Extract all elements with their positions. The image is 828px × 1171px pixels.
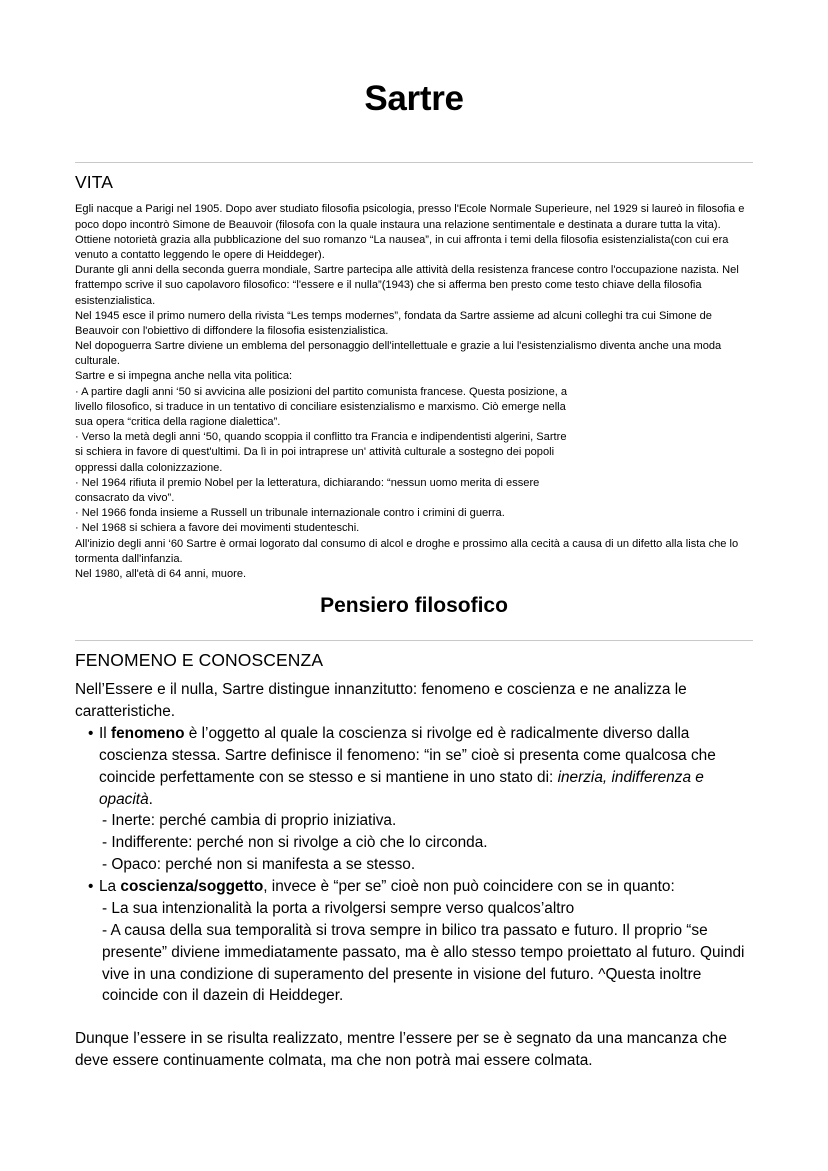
text-lead: Il xyxy=(99,724,111,742)
text-tail: . xyxy=(148,790,153,808)
list-item: · Nel 1964 rifiuta il premio Nobel per la letteratura, dichiarando: “nessun uomo merita di essere consacrato da vivo”. xyxy=(75,476,540,504)
sub-list-item: - Opaco: perché non si manifesta a se stesso. xyxy=(102,856,416,874)
paragraph: Nel 1945 esce il primo numero della rivista “Les temps modernes”, fondata da Sartre assieme ad alcuni colleghi tra cui Simone de Beauvoir con l'obiettivo di diffondere la filosofia esistenzialistica. xyxy=(75,309,712,337)
list-item-text xyxy=(99,876,753,898)
paragraph: Sartre e si impegna anche nella vita politica: xyxy=(75,370,293,383)
italic-term-qualities: inerzia, indifferenza e opacità xyxy=(99,768,704,808)
paragraph: Egli nacque a Parigi nel 1905. Dopo aver studiato filosofia psicologia, presso l'Ecole Normale Superieure, nel 1929 si laureò in filosofia e poco dopo incontrò Simone de Beauvoir (filosofa con la quale instaura una relazione sentimentale e destinata a durare tutta la vita). xyxy=(75,203,745,231)
list-item-fenomeno xyxy=(75,723,753,811)
section-heading-fenomeno: FENOMENO E CONOSCENZA xyxy=(75,650,324,671)
bold-term-coscienza: coscienza/soggetto xyxy=(120,878,264,895)
sub-list-item: - Inerte: perché cambia di proprio iniziativa. xyxy=(102,812,397,830)
list-item-text xyxy=(99,723,753,811)
text-lead: La xyxy=(99,878,121,895)
page-title: Sartre xyxy=(364,79,464,118)
sub-list-item: - La sua intenzionalità la porta a rivolgersi sempre verso qualcos’altro xyxy=(102,899,575,917)
list-item: · Verso la metà degli anni ‘50, quando scoppia il conflitto tra Francia e indipendentisti algerini, Sartre si schiera in favore di quest'ultimi. Da lì in poi intraprese un' attività culturale a sostegno dei popoli oppressi dalla colonizzazione. xyxy=(75,431,567,474)
list-item-coscienza xyxy=(75,876,753,898)
bullet-icon: • xyxy=(88,878,94,895)
section-body-vita xyxy=(75,193,753,582)
list-item: · A partire dagli anni ‘50 si avvicina alle posizioni del partito comunista francese. Questa posizione, a livello filosofico, si traduce in un tentativo di conciliare esistenzialismo e marxismo. Ciò emerge nella sua opera “critica della ragione dialettica”. xyxy=(75,385,568,428)
text-body: , invece è “per se” cioè non può coincidere con se in quanto: xyxy=(263,878,675,895)
bullet-icon: • xyxy=(88,724,94,742)
sub-list-item: - A causa della sua temporalità si trova sempre in bilico tra passato e futuro. Il proprio “se presente” diviene immediatamente passato, ma è allo stesso tempo proiettato al futuro. Quindi vive in una condizione di superamento del presente in visione del futuro. ^Questa inoltre coincide con il dazein di Heiddeger. xyxy=(102,921,745,1005)
subtitle-pensiero-filosofico: Pensiero filosofico xyxy=(320,594,508,618)
section-body-fenomeno xyxy=(75,672,753,1072)
paragraph: Durante gli anni della seconda guerra mondiale, Sartre partecipa alle attività della resistenza francese contro l'occupazione nazista. Nel frattempo scrive il suo capolavoro filosofico: “l'essere e il nulla”(1943) che si afferma ben presto come testo chiave della filosofia esistenzialistica. xyxy=(75,264,739,307)
text-body: è l’oggetto al quale la coscienza si rivolge ed è radicalmente diverso dalla coscienza stessa. Sartre definisce il fenomeno: “in se” cioè si presenta come qualcosa che coincide perfettamente con se stesso e si mantiene in uno stato di: xyxy=(99,724,716,786)
section-heading-vita: VITA xyxy=(75,171,113,192)
paragraph: Nel dopoguerra Sartre diviene un emblema del personaggio dell'intellettuale e grazie a lui l'esistenzialismo diventa anche una moda culturale. xyxy=(75,340,722,368)
bold-term-fenomeno: fenomeno xyxy=(110,724,185,742)
list-item: · Nel 1968 si schiera a favore dei movimenti studenteschi. xyxy=(75,522,360,535)
paragraph: All'inizio degli anni ‘60 Sartre è ormai logorato dal consumo di alcol e droghe e prossimo alla cecità a causa di un difetto alla lista che lo tormenta dall'infanzia. xyxy=(75,537,739,565)
sub-list-item: - Indifferente: perché non si rivolge a ciò che lo circonda. xyxy=(102,834,488,852)
list-item: · Nel 1966 fonda insieme a Russell un tribunale internazionale contro i crimini di guerra. xyxy=(75,507,505,520)
paragraph-intro: Nell’Essere e il nulla, Sartre distingue innanzitutto: fenomeno e coscienza e ne analizza le caratteristiche. xyxy=(75,681,687,720)
paragraph: Nel 1980, all'età di 64 anni, muore. xyxy=(75,567,247,580)
paragraph-conclusion: Dunque l’essere in se risulta realizzato, mentre l’essere per se è segnato da una mancanza che deve essere continuamente colmata, ma che non potrà mai essere colmata. xyxy=(75,1030,727,1070)
paragraph: Ottiene notorietà grazia alla pubblicazione del suo romanzo “La nausea”, in cui affronta i temi della filosofia esistenzialista(con cui era venuto a contatto leggendo le opere di Heiddeger). xyxy=(75,233,729,261)
